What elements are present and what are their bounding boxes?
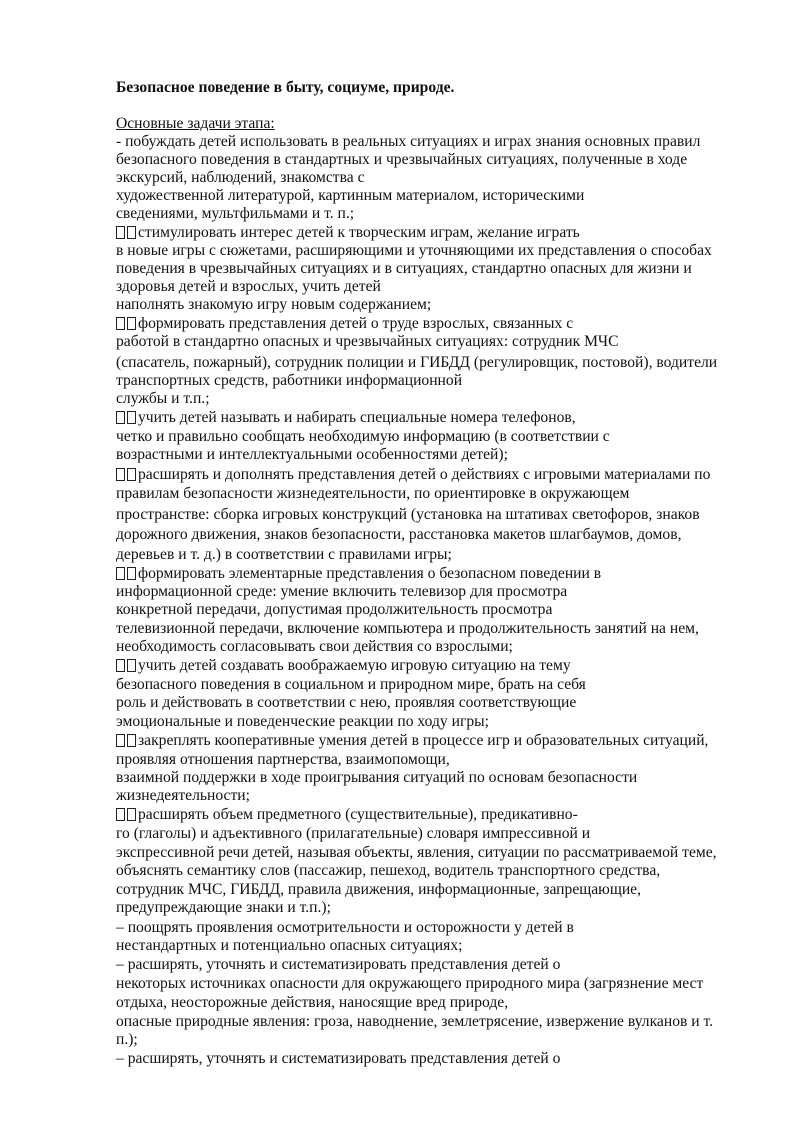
bullet-text: расширять объем предметного (существительные), предикативно- (138, 806, 578, 823)
text-line: роль и действовать в соответствии с нею, проявляя соответствующие (116, 694, 577, 711)
text-line: безопасного поведения в стандартных и чрезвычайных ситуациях, полученные в ходе (116, 151, 688, 168)
bullet-line (116, 657, 571, 675)
text-line: конкретной передачи, допустимая продолжительность просмотра (116, 601, 553, 618)
bullet-box-icon (116, 734, 125, 747)
text-line: пространстве: сборка игровых конструкций (установка на штативах светофоров, знаков (116, 506, 700, 523)
text-line: жизнедеятельности; (116, 787, 250, 804)
bullet-box-icon (116, 411, 125, 424)
bullet-box-icon (127, 734, 136, 747)
text-line: – поощрять проявления осмотрительности и осторожности у детей в (116, 919, 574, 936)
text-line: объяснять семантику слов (пассажир, пешеход, водитель транспортного средства, (116, 862, 661, 879)
text-line: экскурсий, наблюдений, знакомства с (116, 169, 365, 186)
bullet-text: учить детей называть и набирать специальные номера телефонов, (138, 409, 576, 426)
text-line: отдыха, неосторожные действия, наносящие вред природе, (116, 994, 509, 1011)
text-line: экспрессивной речи детей, называя объекты, явления, ситуации по рассматриваемой теме, (116, 844, 717, 861)
bullet-line (116, 224, 580, 242)
text-line: сотрудник МЧС, ГИБДД, правила движения, информационные, запрещающие, (116, 881, 641, 898)
text-line: опасные природные явления: гроза, наводнение, землетрясение, извержение вулканов и т. (116, 1013, 714, 1030)
text-line: проявляя отношения партнерства, взаимопомощи, (116, 751, 450, 768)
text-line: дорожного движения, знаков безопасности, расстановка макетов шлагбаумов, домов, (116, 526, 682, 543)
bullet-box-icon (116, 468, 125, 481)
bullet-line (116, 806, 578, 824)
bullet-box-icon (116, 317, 125, 330)
text-line: информационной среде: умение включить телевизор для просмотра (116, 583, 568, 600)
text-line: (спасатель, пожарный), сотрудник полиции и ГИБДД (регулировщик, постовой), водители (116, 354, 718, 371)
bullet-box-icon (127, 226, 136, 239)
bullet-line (116, 466, 710, 484)
text-line: предупреждающие знаки и т.п.); (116, 899, 331, 916)
text-line: транспортных средств, работники информационной (116, 372, 463, 389)
bullet-text: учить детей создавать воображаемую игровую ситуацию на тему (138, 657, 571, 674)
text-line: возрастными и интеллектуальными особенностями детей); (116, 446, 508, 463)
bullet-box-icon (116, 808, 125, 821)
text-line: поведения в чрезвычайных ситуациях и в ситуациях, стандартно опасных для жизни и (116, 260, 692, 277)
text-line: здоровья детей и взрослых, учить детей (116, 278, 381, 295)
bullet-line (116, 315, 573, 333)
bullet-line (116, 565, 601, 583)
bullet-box-icon (116, 226, 125, 239)
bullet-box-icon (127, 411, 136, 424)
bullet-box-icon (127, 567, 136, 580)
text-line: п.); (116, 1031, 138, 1048)
bullet-box-icon (127, 468, 136, 481)
text-line: сведениями, мультфильмами и т. п.; (116, 205, 355, 222)
text-line: – расширять, уточнять и систематизировать представления детей о (116, 1050, 561, 1067)
bullet-box-icon (127, 808, 136, 821)
text-line: работой в стандартно опасных и чрезвычайных ситуациях: сотрудник МЧС (116, 333, 619, 350)
text-line: четко и правильно сообщать необходимую информацию (в соответствии с (116, 428, 610, 445)
bullet-text: расширять и дополнять представления детей о действиях с игровыми материалами по (138, 466, 711, 483)
bullet-line (116, 409, 576, 427)
text-line: эмоциональные и поведенческие реакции по ходу игры; (116, 713, 489, 730)
text-line: правилам безопасности жизнедеятельности, по ориентировке в окружающем (116, 485, 630, 502)
text-line: – расширять, уточнять и систематизировать представления детей о (116, 956, 561, 973)
document-title: Безопасное поведение в быту, социуме, природе. (116, 79, 455, 96)
text-line: деревьев и т. д.) в соответствии с правилами игры; (116, 546, 452, 563)
text-line: в новые игры с сюжетами, расширяющими и уточняющими их представления о способах (116, 242, 712, 259)
bullet-text: закреплять кооперативные умения детей в процессе игр и образовательных ситуаций, (138, 732, 709, 749)
bullet-box-icon (116, 659, 125, 672)
bullet-box-icon (116, 567, 125, 580)
text-line: взаимной поддержки в ходе проигрывания ситуаций по основам безопасности (116, 769, 638, 786)
section-heading: Основные задачи этапа: (116, 115, 275, 132)
bullet-text: формировать элементарные представления о безопасном поведении в (138, 565, 602, 582)
text-line: некоторых источниках опасности для окружающего природного мира (загрязнение мест (116, 975, 704, 992)
text-line: го (глаголы) и адъективного (прилагательные) словаря импрессивной и (116, 825, 591, 842)
text-line: - побуждать детей использовать в реальных ситуациях и играх знания основных правил (116, 133, 701, 150)
bullet-box-icon (127, 317, 136, 330)
text-line: телевизионной передачи, включение компьютера и продолжительность занятий на нем, (116, 620, 699, 637)
bullet-line (116, 732, 708, 750)
text-line: безопасного поведения в социальном и природном мире, брать на себя (116, 676, 586, 693)
text-line: художественной литературой, картинным материалом, историческими (116, 187, 585, 204)
text-line: необходимость согласовывать свои действия со взрослыми; (116, 638, 513, 655)
bullet-text: формировать представления детей о труде взрослых, связанных с (138, 315, 574, 332)
bullet-text: стимулировать интерес детей к творческим играм, желание играть (138, 224, 580, 241)
bullet-box-icon (127, 659, 136, 672)
text-line: нестандартных и потенциально опасных ситуациях; (116, 937, 463, 954)
text-line: наполнять знакомую игру новым содержанием; (116, 296, 432, 313)
text-line: службы и т.п.; (116, 390, 210, 407)
